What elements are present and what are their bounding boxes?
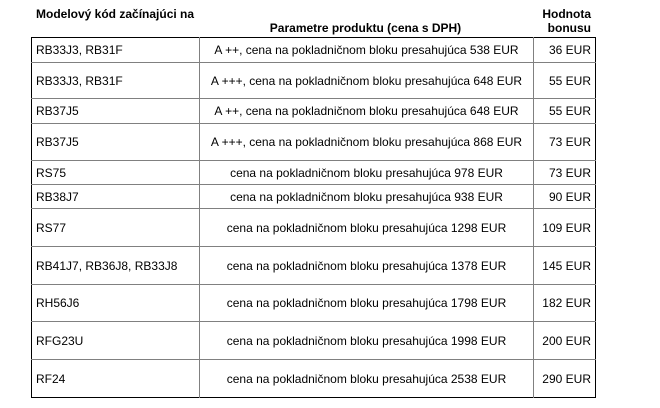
bonus-value-cell: 90 EUR xyxy=(534,185,596,209)
product-parameters-cell: cena na pokladničnom bloku presahujúca 1998 EUR xyxy=(200,322,534,360)
model-code-cell: RF24 xyxy=(32,360,200,398)
table-row xyxy=(32,99,596,124)
column-header-bonus-value: Hodnota bonusu xyxy=(542,7,591,35)
table-row xyxy=(32,209,596,247)
table-row xyxy=(32,63,596,99)
bonus-value-cell: 73 EUR xyxy=(534,124,596,161)
bonus-value-cell: 109 EUR xyxy=(534,209,596,247)
table-row xyxy=(32,161,596,185)
product-parameters-cell: A ++, cena na pokladničnom bloku presahujúca 648 EUR xyxy=(200,99,534,124)
table-row xyxy=(32,360,596,398)
bonus-value-cell: 290 EUR xyxy=(534,360,596,398)
product-parameters-cell: A ++, cena na pokladničnom bloku presahujúca 538 EUR xyxy=(200,38,534,63)
model-code-cell: RB33J3, RB31F xyxy=(32,63,200,99)
product-parameters-cell: cena na pokladničnom bloku presahujúca 1378 EUR xyxy=(200,247,534,285)
product-parameters-cell: A +++, cena na pokladničnom bloku presahujúca 648 EUR xyxy=(200,63,534,99)
bonus-value-cell: 200 EUR xyxy=(534,322,596,360)
product-parameters-cell: cena na pokladničnom bloku presahujúca 978 EUR xyxy=(200,161,534,185)
bonus-value-cell: 182 EUR xyxy=(534,285,596,322)
product-parameters-cell: cena na pokladničnom bloku presahujúca 1298 EUR xyxy=(200,209,534,247)
table-row xyxy=(32,322,596,360)
model-code-cell: RFG23U xyxy=(32,322,200,360)
table-row xyxy=(32,38,596,63)
model-code-cell: RB37J5 xyxy=(32,99,200,124)
model-code-cell: RS75 xyxy=(32,161,200,185)
column-header-model-code: Modelový kód začínajúci na xyxy=(36,7,195,21)
product-parameters-cell: cena na pokladničnom bloku presahujúca 1798 EUR xyxy=(200,285,534,322)
product-parameters-cell: A +++, cena na pokladničnom bloku presahujúca 868 EUR xyxy=(200,124,534,161)
bonus-value-cell: 55 EUR xyxy=(534,99,596,124)
table-row xyxy=(32,285,596,322)
bonus-table xyxy=(31,37,596,398)
model-code-cell: RS77 xyxy=(32,209,200,247)
model-code-cell: RB37J5 xyxy=(32,124,200,161)
table-row xyxy=(32,124,596,161)
model-code-cell: RB41J7, RB36J8, RB33J8 xyxy=(32,247,200,285)
product-parameters-cell: cena na pokladničnom bloku presahujúca 938 EUR xyxy=(200,185,534,209)
table-row xyxy=(32,247,596,285)
table-row xyxy=(32,185,596,209)
bonus-value-cell: 145 EUR xyxy=(534,247,596,285)
product-parameters-cell: cena na pokladničnom bloku presahujúca 2538 EUR xyxy=(200,360,534,398)
model-code-cell: RB38J7 xyxy=(32,185,200,209)
bonus-value-cell: 73 EUR xyxy=(534,161,596,185)
bonus-value-cell: 36 EUR xyxy=(548,43,591,57)
bonus-value-cell: 55 EUR xyxy=(534,63,596,99)
model-code-cell: RB33J3, RB31F xyxy=(32,38,200,63)
model-code-cell: RH56J6 xyxy=(32,285,200,322)
column-header-product-parameters: Parametre produktu (cena s DPH) xyxy=(269,21,462,35)
